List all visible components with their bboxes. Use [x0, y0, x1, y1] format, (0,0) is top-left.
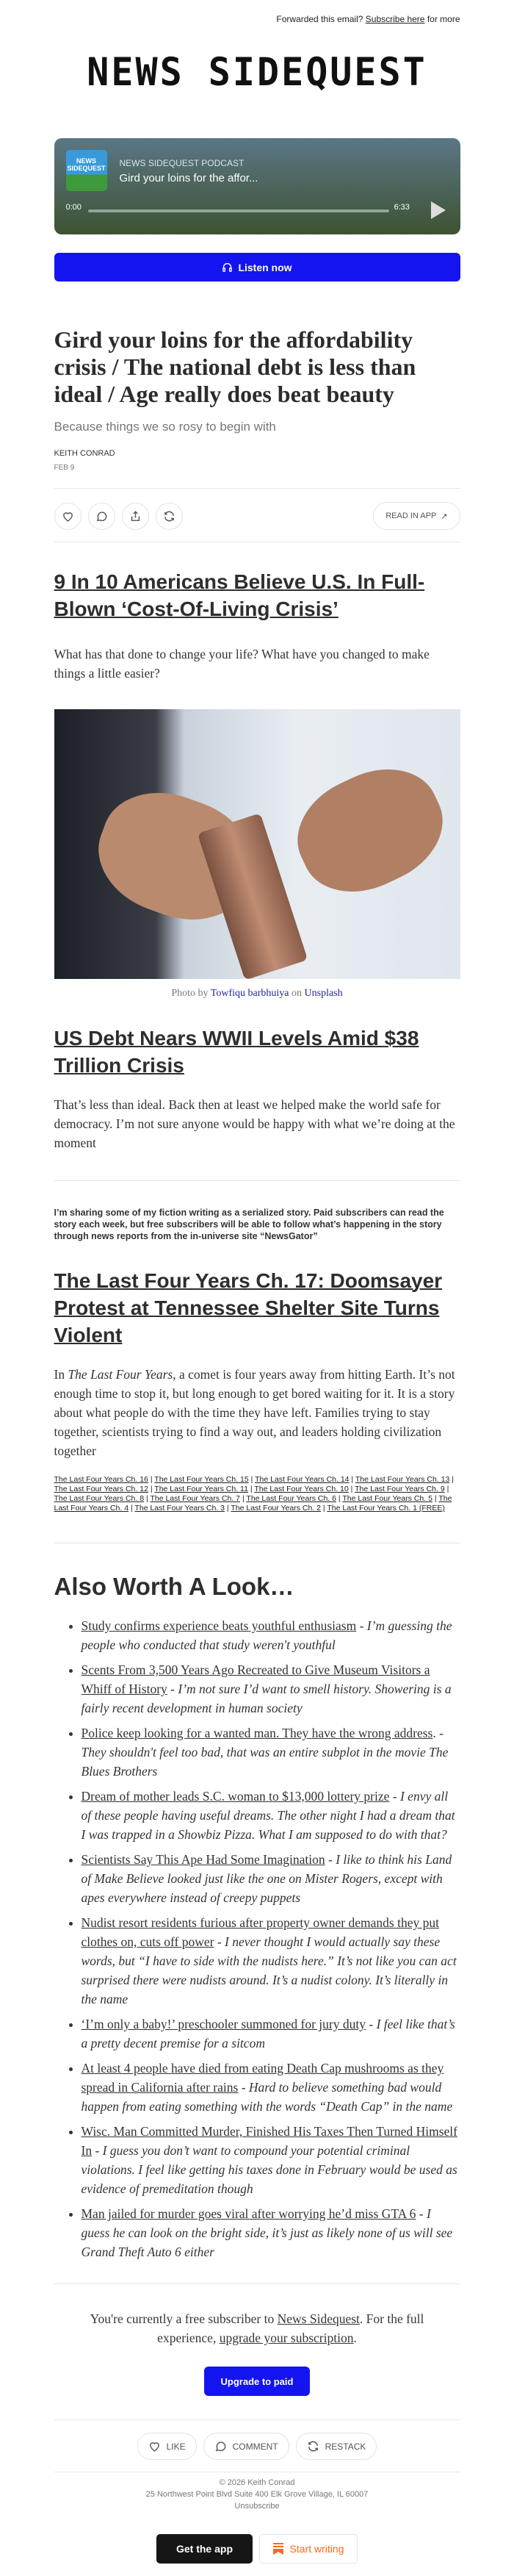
story-link[interactable]: 9 In 10 Americans Believe U.S. In Full-Blown ‘Cost-Of-Living Crisis’: [54, 570, 425, 620]
story-body: What has that done to change your life? What have you changed to make things a little easier?: [54, 647, 430, 681]
separator: |: [240, 1494, 247, 1503]
chapter-link[interactable]: The Last Four Years Ch. 16: [54, 1475, 148, 1484]
email: [54, 0, 460, 2571]
chapter-link[interactable]: The Last Four Years Ch. 15: [154, 1475, 249, 1484]
separator: |: [444, 1485, 449, 1493]
unsplash-link[interactable]: Unsplash: [304, 988, 343, 999]
logo[interactable]: NEWS SIDEQUEST: [87, 49, 427, 95]
chapter-link[interactable]: The Last Four Years Ch. 9: [355, 1485, 445, 1493]
divider: [54, 2419, 460, 2420]
list-item: [82, 1616, 460, 1654]
arrow-up-right-icon: ↗: [441, 512, 448, 521]
list-item: [82, 2059, 460, 2116]
chapter-link[interactable]: The Last Four Years Ch. 11: [154, 1485, 248, 1493]
comment-button[interactable]: [88, 503, 115, 530]
footer-actions: [54, 2433, 460, 2460]
story-headline: [54, 1025, 460, 1079]
share-button[interactable]: [122, 503, 149, 530]
post-actions: [54, 502, 460, 530]
also-list: [54, 1616, 460, 2261]
address: 25 Northwest Point Blvd Suite 400 Elk Grove Village, IL 60007: [145, 2490, 369, 2499]
separator: -: [325, 1852, 336, 1867]
chapter-link[interactable]: The Last Four Years Ch. 1 (FREE): [327, 1504, 445, 1513]
comment-text: I guess he can look on the bright side, it’s just as likely none of us will see Grand Theft Auto 6 either: [81, 2206, 453, 2259]
chapter-link[interactable]: The Last Four Years Ch. 8: [54, 1494, 145, 1503]
comment-icon: [214, 2440, 227, 2453]
author[interactable]: KEITH CONRAD: [54, 449, 115, 458]
separator: -: [214, 1934, 225, 1949]
share-icon: [129, 510, 142, 523]
separator: |: [432, 1494, 439, 1503]
progress-bar[interactable]: [88, 209, 389, 212]
comment-text: I guess you don’t want to compound your potential criminal violations. I feel like getting his taxes done in February would be used as evidence of premeditation though: [81, 2143, 457, 2196]
separator: |: [148, 1475, 155, 1484]
heart-icon: [148, 2440, 161, 2453]
get-app-button[interactable]: Get the app: [156, 2534, 253, 2564]
separator: |: [248, 1475, 256, 1484]
chapter-link[interactable]: The Last Four Years Ch. 2: [231, 1504, 321, 1513]
restack-icon: [163, 510, 175, 523]
separator: |: [336, 1494, 343, 1503]
chapter-link[interactable]: The Last Four Years Ch. 7: [150, 1494, 241, 1503]
list-item: [82, 1723, 460, 1781]
post-title[interactable]: Gird your loins for the affordability crisis / The national debt is less than ideal / Age really does beat beauty: [54, 326, 416, 407]
separator: |: [148, 1485, 155, 1493]
list-item: [82, 2014, 460, 2053]
like-button[interactable]: LIKE: [137, 2433, 197, 2460]
photographer-link[interactable]: Towfiqu barbhuiya: [210, 988, 289, 999]
fiction-body: In The Last Four Years, a comet is four years away from hitting Earth. It’s not enough time to stop it, but long enough to get bored waiting for it. It is a story about what people do with the time they have left. Families trying to stay together, scientists trying to find a way out, and leaders holding civilization together: [54, 1367, 455, 1458]
podcast-name: NEWS SIDEQUEST PODCAST: [119, 158, 245, 168]
divider: [54, 1180, 460, 1181]
post-subtitle: Because things we so rosy to begin with: [54, 420, 276, 434]
list-item: [82, 1913, 460, 2009]
article-link[interactable]: Police keep looking for a wanted man. They have the wrong address: [81, 1726, 433, 1740]
chapter-link[interactable]: The Last Four Years Ch. 13: [355, 1475, 450, 1484]
article-link[interactable]: Wisc. Man Committed Murder, Finished His Taxes Then Turned Himself In: [81, 2124, 457, 2158]
publication-link[interactable]: News Sidequest: [277, 2311, 360, 2326]
list-item: [82, 1850, 460, 1907]
upgrade-link[interactable]: upgrade your subscription: [219, 2331, 354, 2345]
separator: -: [167, 1682, 178, 1696]
comment-text: I’m not sure I’d want to smell history. Showering is a fairly recent development in human society: [81, 1682, 452, 1715]
comment-text: They shouldn't feel too bad, that was an entire subplot in the movie The Blues Brothers: [81, 1745, 449, 1779]
article-link[interactable]: Scientists Say This Ape Had Some Imagination: [81, 1852, 325, 1867]
chapter-link[interactable]: The Last Four Years Ch. 4: [54, 1494, 452, 1513]
forward-notice: Forwarded this email? Subscribe here for more: [276, 14, 460, 24]
chapter-link[interactable]: The Last Four Years Ch. 12: [54, 1485, 148, 1493]
restack-icon: [307, 2440, 319, 2453]
unsubscribe-link[interactable]: Unsubscribe: [234, 2502, 280, 2511]
headphones-icon: [222, 262, 233, 273]
chapter-link[interactable]: The Last Four Years Ch. 5: [342, 1494, 432, 1503]
fiction-headline: [54, 1267, 460, 1349]
article-link[interactable]: ‘I’m only a baby!’ preschooler summoned for jury duty: [81, 2017, 366, 2031]
fiction-link[interactable]: The Last Four Years Ch. 17: Doomsayer Protest at Tennessee Shelter Site Turns Violent: [54, 1269, 443, 1346]
separator: -: [238, 2080, 249, 2095]
subscription-notice: You're currently a free subscriber to News Sidequest. For the full experience, upgrade your subscription.: [90, 2311, 424, 2345]
separator: |: [348, 1485, 355, 1493]
story-body: That’s less than ideal. Back then at least we helped make the world safe for democracy. I’m not sure anyone would be happy with what we’re doing at the moment: [54, 1097, 455, 1150]
chapter-link[interactable]: The Last Four Years Ch. 6: [246, 1494, 336, 1503]
list-item: [82, 1787, 460, 1844]
chapter-link[interactable]: The Last Four Years Ch. 3: [134, 1504, 225, 1513]
restack-button[interactable]: RESTACK: [296, 2433, 377, 2460]
separator: |: [128, 1504, 135, 1513]
subscribe-link[interactable]: Subscribe here: [365, 14, 425, 24]
start-writing-button[interactable]: Start writing: [259, 2534, 358, 2564]
separator: |: [320, 1504, 327, 1513]
chapter-link[interactable]: The Last Four Years Ch. 10: [254, 1485, 349, 1493]
divider: [54, 488, 460, 489]
fiction-note: I’m sharing some of my fiction writing as a serialized story. Paid subscribers can read the story each week, but free subscribers will be able to follow what’s happening in the story through news reports from the in-universe site “NewsGator”: [54, 1208, 444, 1241]
episode-title[interactable]: Gird your loins for the affor...: [119, 172, 258, 184]
list-item: [82, 1660, 460, 1718]
photo-caption: Photo by Towfiqu barbhuiya on Unsplash: [171, 988, 343, 999]
separator: . -: [432, 1726, 444, 1740]
article-link[interactable]: Dream of mother leads S.C. woman to $13,000 lottery prize: [81, 1789, 390, 1804]
separator: |: [144, 1494, 151, 1503]
app-buttons: [54, 2534, 460, 2564]
separator: |: [247, 1485, 255, 1493]
list-item: [82, 2122, 460, 2198]
copyright: © 2026 Keith Conrad: [219, 2478, 295, 2487]
comment-icon: [95, 510, 108, 523]
comment-text: Hard to believe something bad would happen from eating something with the words “Death Cap” in the name: [81, 2080, 453, 2114]
play-icon[interactable]: [431, 201, 446, 219]
comment-text: I never thought I would actually say these words, but “I have to side with the nudists here.” It’s not like you can act surprised there were nudists around. It’s a nudist colony. It’s literally in the name: [81, 1934, 457, 2006]
time-elapsed: 0:00: [65, 203, 82, 212]
restack-button[interactable]: [156, 503, 183, 530]
separator: -: [356, 1618, 367, 1633]
separator: -: [389, 1789, 400, 1804]
comment-text: I envy all of these people having useful dreams. The other night I had a dream that I was trapped in a Showbiz Pizza. What I am supposed to do with that?: [81, 1789, 455, 1842]
right-hand: [280, 750, 460, 911]
separator: -: [366, 2017, 377, 2031]
article-link[interactable]: Scents From 3,500 Years Ago Recreated to Give Museum Visitors a Whiff of History: [81, 1662, 430, 1696]
heart-icon: [62, 510, 74, 523]
separator: -: [92, 2143, 103, 2158]
list-item: [82, 2204, 460, 2261]
article-link[interactable]: Nudist resort residents furious after property owner demands they put clothes on, cuts off power: [81, 1915, 439, 1949]
comment-text: I feel like that’s a pretty decent premise for a sitcom: [81, 2017, 455, 2051]
article-link[interactable]: Study confirms experience beats youthful enthusiasm: [81, 1618, 357, 1633]
comment-button[interactable]: COMMENT: [203, 2433, 289, 2460]
comment-text: I’m guessing the people who conducted that study weren't youthful: [81, 1618, 452, 1652]
separator: |: [449, 1475, 454, 1484]
separator: |: [349, 1475, 355, 1484]
listen-now-button[interactable]: Listen now: [54, 253, 460, 281]
upgrade-button[interactable]: Upgrade to paid: [204, 2367, 310, 2396]
empty-wallet-photo: [54, 709, 460, 979]
comment-text: I like to think his Land of Make Believe looked just like the one on Mister Rogers, except with apes everywhere instead of creepy puppets: [81, 1852, 452, 1905]
story-headline: [54, 568, 460, 623]
like-button[interactable]: [54, 503, 82, 530]
chapter-link[interactable]: The Last Four Years Ch. 14: [255, 1475, 350, 1484]
story-link[interactable]: US Debt Nears WWII Levels Amid $38 Trillion Crisis: [54, 1027, 419, 1077]
read-in-app-button[interactable]: READ IN APP ↗: [373, 502, 460, 530]
substack-logo-icon: [273, 2543, 283, 2555]
separator: |: [225, 1504, 231, 1513]
podcast-cover: NEWS SIDEQUEST: [66, 150, 107, 191]
footer-info: [54, 2477, 460, 2512]
article-link[interactable]: At least 4 people have died from eating Death Cap mushrooms as they spread in California after rains: [81, 2061, 444, 2095]
article-link[interactable]: Man jailed for murder goes viral after worrying he’d miss GTA 6: [81, 2206, 416, 2221]
chapter-links: [54, 1475, 460, 1513]
post-date: FEB 9: [54, 464, 75, 472]
time-total: 6:33: [394, 203, 410, 212]
divider: [54, 2283, 460, 2284]
section-heading: Also Worth A Look…: [54, 1573, 294, 1600]
podcast-player: [54, 138, 460, 234]
separator: -: [416, 2206, 427, 2221]
